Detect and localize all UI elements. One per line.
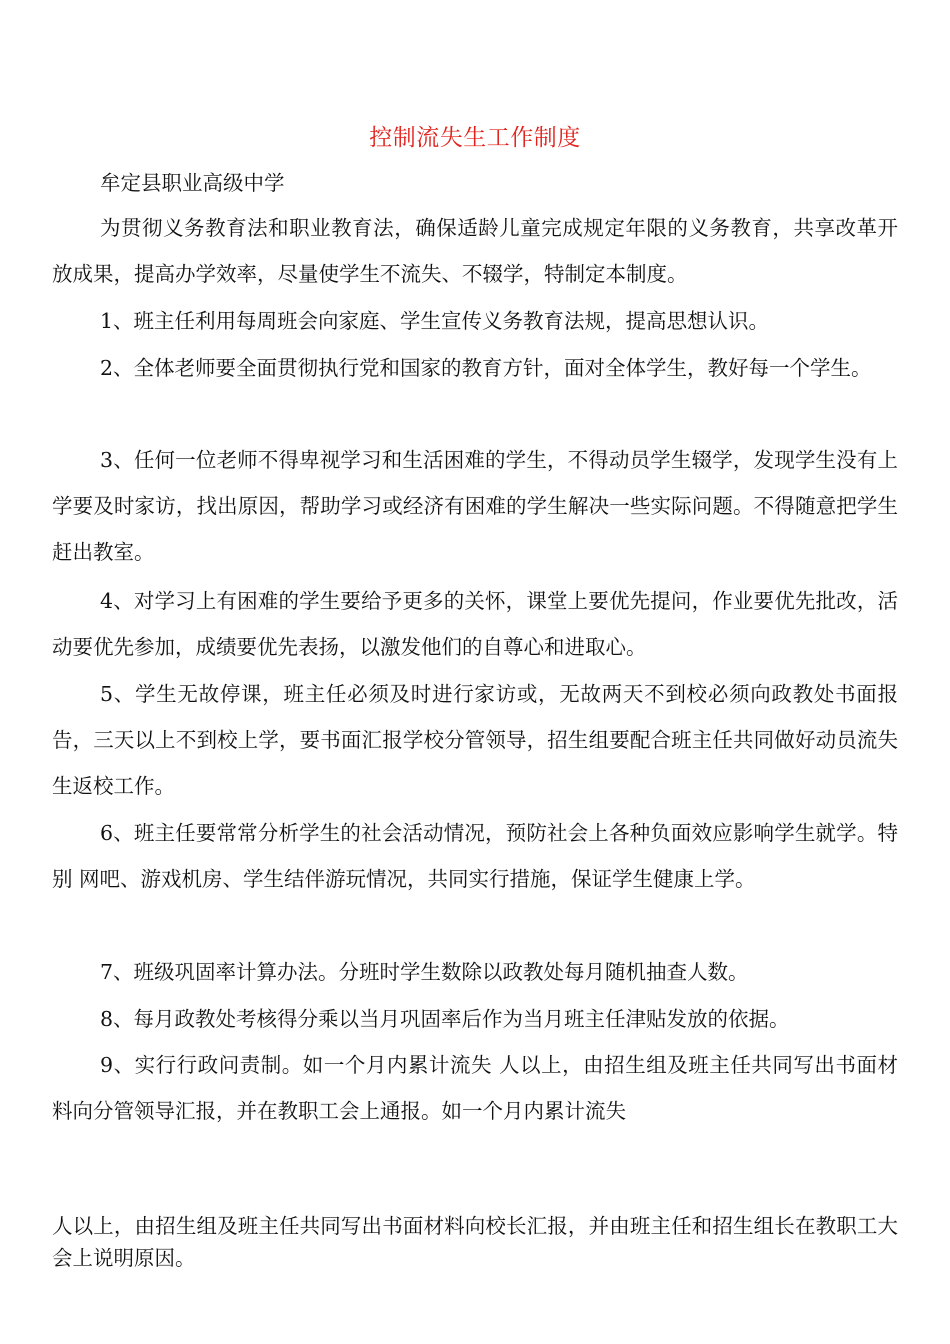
rule-item-5: 5、学生无故停课，班主任必须及时进行家访或，无故两天不到校必须向政教处书面报告，三天以上不到校上学，要书面汇报学校分管领导，招生组要配合班主任共同做好动员流失生返校工作。 bbox=[52, 682, 898, 798]
rule-item-4: 4、对学习上有困难的学生要给予更多的关怀，课堂上要优先提问，作业要优先批改，活动要优先参加，成绩要优先表扬，以激发他们的自尊心和进取心。 bbox=[52, 589, 898, 659]
rule-item-9: 9、实行行政问责制。如一个月内累计流失 人以上，由招生组及班主任共同写出书面材料向分管领导汇报，并在教职工会上通报。如一个月内累计流失 bbox=[52, 1053, 898, 1123]
intro-paragraph: 为贯彻义务教育法和职业教育法，确保适龄儿童完成规定年限的义务教育，共享改革开放成果，提高办学效率，尽量使学生不流失、不辍学，特制定本制度。 bbox=[52, 216, 898, 286]
document-title: 控制流失生工作制度 bbox=[369, 125, 581, 151]
rule-item-8: 8、每月政教处考核得分乘以当月巩固率后作为当月班主任津贴发放的依据。 bbox=[100, 1007, 790, 1031]
organization-name: 牟定县职业高级中学 bbox=[100, 171, 285, 195]
rule-item-7: 7、班级巩固率计算办法。分班时学生数除以政教处每月随机抽查人数。 bbox=[100, 960, 749, 984]
continuation-paragraph: 人以上，由招生组及班主任共同写出书面材料向校长汇报，并由班主任和招生组长在教职工大会上说明原因。 bbox=[52, 1214, 898, 1270]
rule-item-6: 6、班主任要常常分析学生的社会活动情况，预防社会上各种负面效应影响学生就学。特别 网吧、游戏机房、学生结伴游玩情况，共同实行措施，保证学生健康上学。 bbox=[52, 821, 898, 891]
rule-item-2: 2、全体老师要全面贯彻执行党和国家的教育方针，面对全体学生，教好每一个学生。 bbox=[100, 356, 872, 380]
rule-item-3: 3、任何一位老师不得卑视学习和生活困难的学生，不得动员学生辍学，发现学生没有上学要及时家访，找出原因，帮助学习或经济有困难的学生解决一些实际问题。不得随意把学生赶出教室。 bbox=[52, 448, 898, 564]
rule-item-1: 1、班主任利用每周班会向家庭、学生宣传义务教育法规，提高思想认识。 bbox=[100, 309, 770, 333]
